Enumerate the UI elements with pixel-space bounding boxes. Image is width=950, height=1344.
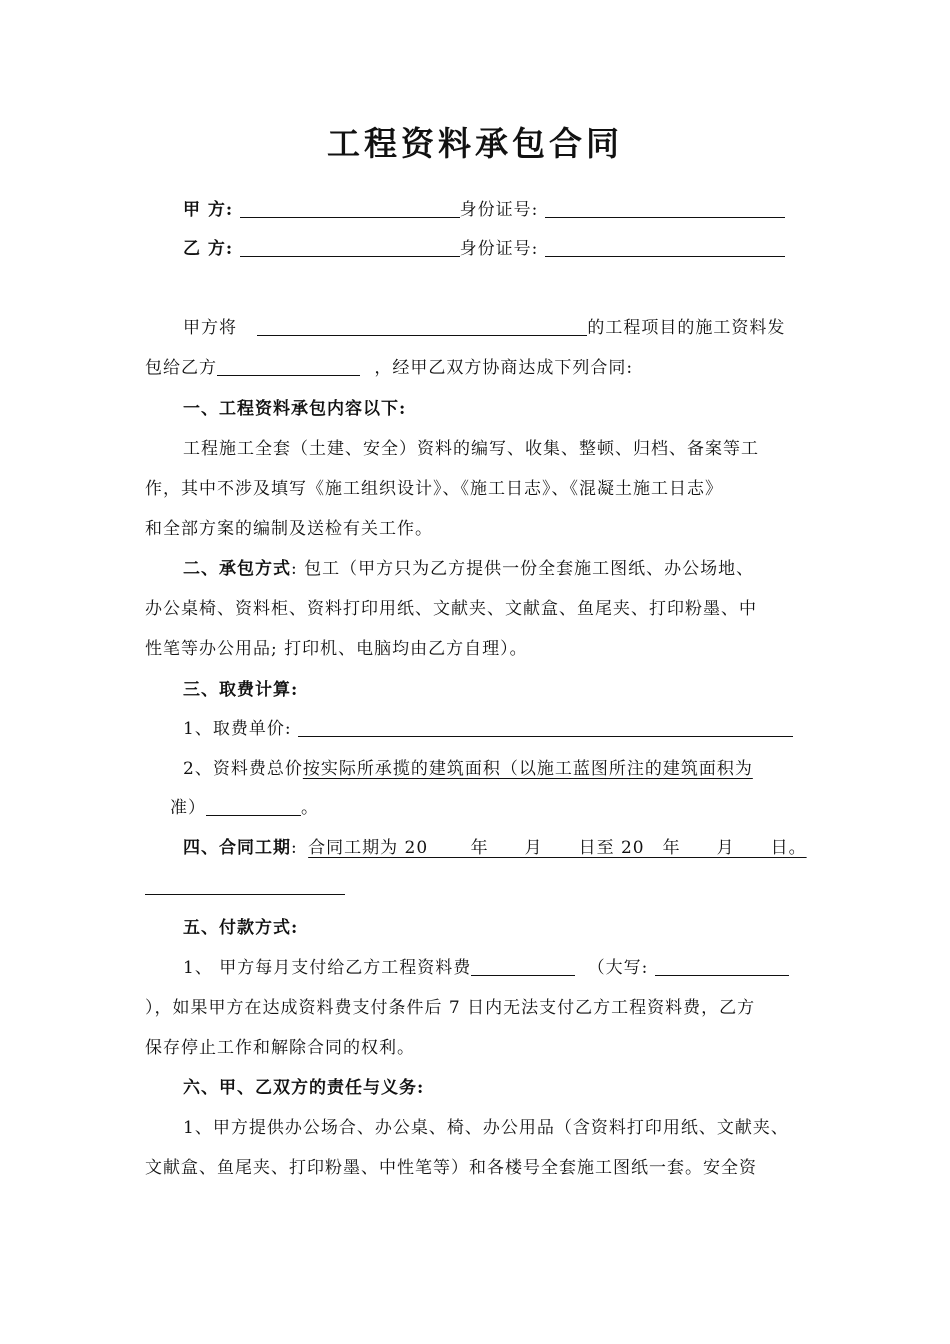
intro-line-1 bbox=[183, 316, 785, 340]
section-5-heading: 五、付款方式: bbox=[183, 918, 299, 938]
section-3-heading: 三、取费计算: bbox=[183, 680, 299, 700]
capital-amount-blank[interactable] bbox=[655, 957, 789, 976]
section-4-row bbox=[183, 836, 807, 860]
party-a-id-blank[interactable] bbox=[545, 199, 785, 218]
contract-period-text: 合同工期为 20 年 月 日至 20 年 月 日。 bbox=[308, 838, 807, 858]
party-b-row bbox=[183, 237, 785, 261]
party-b-name-blank[interactable] bbox=[240, 238, 460, 257]
party-b-label: 乙 方: bbox=[183, 239, 234, 259]
fee-total-prefix: 2、资料费总价 bbox=[183, 759, 303, 779]
section-1-heading: 一、工程资料承包内容以下: bbox=[183, 399, 407, 419]
monthly-fee-blank[interactable] bbox=[471, 957, 575, 976]
fee-total-row bbox=[183, 757, 753, 781]
project-name-blank[interactable] bbox=[257, 317, 587, 336]
section-6-line-1: 1、甲方提供办公场合、办公桌、椅、办公用品（含资料打印用纸、文献夹、 bbox=[183, 1118, 789, 1138]
section-2-line-2: 办公桌椅、资料柜、资料打印用纸、文献夹、文献盒、鱼尾夹、打印粉墨、中 bbox=[145, 599, 757, 619]
fee-unit-price-blank[interactable] bbox=[298, 718, 793, 737]
section-4-heading: 四、合同工期 bbox=[183, 838, 291, 858]
intro-b-prefix: 包给乙方 bbox=[145, 358, 217, 378]
intro-a-prefix: 甲方将 bbox=[183, 318, 237, 338]
fee-unit-price-label: 1、取费单价: bbox=[183, 719, 292, 739]
party-a-name-blank[interactable] bbox=[240, 199, 460, 218]
intro-line-2 bbox=[145, 356, 633, 380]
fee-total-basis: 按实际所承揽的建筑面积（以施工蓝图所注的建筑面积为 bbox=[302, 759, 753, 779]
fee-total-row-cont bbox=[170, 796, 319, 820]
intro-a-suffix: 的工程项目的施工资料发 bbox=[587, 318, 786, 338]
section-1-line-1: 工程施工全套（土建、安全）资料的编写、收集、整顿、归档、备案等工 bbox=[183, 439, 759, 459]
section-2-text: : 包工（甲方只为乙方提供一份全套施工图纸、办公场地、 bbox=[291, 559, 755, 579]
fee-total-blank[interactable] bbox=[206, 797, 301, 816]
section-2-heading: 二、承包方式 bbox=[183, 559, 291, 579]
party-b-id-label: 身份证号: bbox=[459, 239, 539, 259]
payment-prefix: 1、 甲方每月支付给乙方工程资料费 bbox=[183, 958, 472, 978]
payment-line-3: 保存停止工作和解除合同的权利。 bbox=[145, 1038, 415, 1058]
section-1-line-2: 作，其中不涉及填写《施工组织设计》、《施工日志》、《混凝土施工日志》 bbox=[145, 479, 723, 499]
section-4-trailing-blank[interactable] bbox=[145, 894, 345, 895]
contractor-blank[interactable] bbox=[217, 357, 360, 376]
section-4-colon: : bbox=[291, 838, 298, 858]
document-title: 工程资料承包合同 bbox=[327, 124, 623, 163]
section-6-heading: 六、甲、乙双方的责任与义务: bbox=[183, 1078, 425, 1098]
payment-capital-label: （大写: bbox=[587, 958, 649, 978]
payment-line-1 bbox=[183, 956, 789, 980]
section-6-line-2: 文献盒、鱼尾夹、打印粉墨、中性笔等）和各楼号全套施工图纸一套。安全资 bbox=[145, 1158, 757, 1178]
fee-total-cont: 准） bbox=[170, 798, 206, 818]
payment-line-2: ），如果甲方在达成资料费支付条件后 7 日内无法支付乙方工程资料费，乙方 bbox=[145, 998, 756, 1018]
fee-total-end: 。 bbox=[301, 798, 319, 818]
section-2-line-3: 性笔等办公用品; 打印机、电脑均由乙方自理）。 bbox=[145, 639, 528, 659]
party-a-label: 甲 方: bbox=[183, 200, 234, 220]
party-a-row bbox=[183, 198, 785, 222]
party-a-id-label: 身份证号: bbox=[459, 200, 539, 220]
fee-unit-price-row bbox=[183, 717, 793, 741]
section-2-line-1 bbox=[183, 557, 754, 581]
party-b-id-blank[interactable] bbox=[545, 238, 785, 257]
intro-b-suffix: ，经甲乙双方协商达成下列合同: bbox=[374, 358, 634, 378]
section-1-line-3: 和全部方案的编制及送检有关工作。 bbox=[145, 519, 433, 539]
